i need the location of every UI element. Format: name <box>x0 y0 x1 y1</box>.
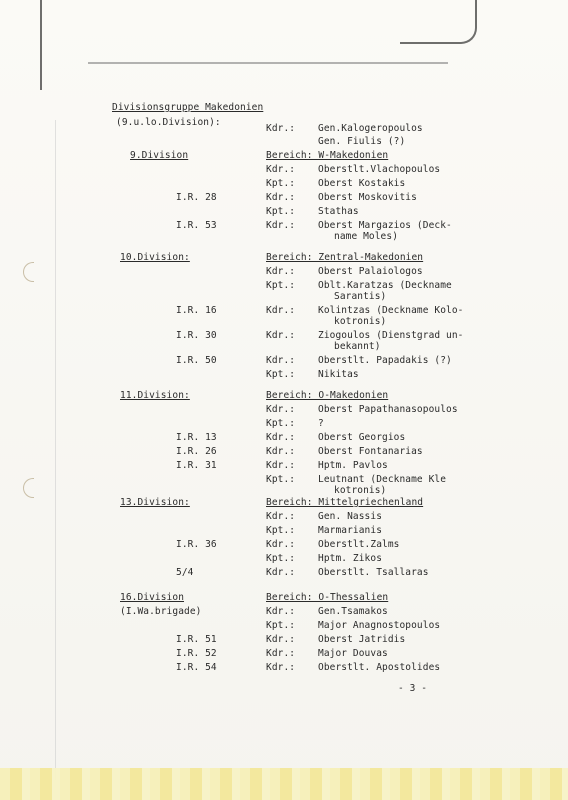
role-label: Kpt.: <box>266 620 296 631</box>
commander-name: Oberstlt. Tsallaras <box>318 567 429 578</box>
regiment-label: I.R. 28 <box>176 192 217 203</box>
role-label: Kdr.: <box>266 539 296 550</box>
division-region: Bereich: O-Makedonien <box>266 390 389 401</box>
role-label: Kdr.: <box>266 446 296 457</box>
role-label: Kdr.: <box>266 123 296 134</box>
commander-name: Ziogoulos (Dienstgrad un- <box>318 330 464 341</box>
role-label: Kdr.: <box>266 432 296 443</box>
commander-name: Gen. Nassis <box>318 511 383 522</box>
regiment-label: I.R. 54 <box>176 662 217 673</box>
commander-name: Leutnant (Deckname Kle <box>318 474 447 485</box>
page-number: - 3 - <box>398 683 428 694</box>
division-region: Bereich: O-Thessalien <box>266 592 389 603</box>
role-label: Kdr.: <box>266 606 296 617</box>
role-label: Kpt.: <box>266 474 296 485</box>
commander-name: Gen.Kalogeropoulos <box>318 123 423 134</box>
role-label: Kdr.: <box>266 567 296 578</box>
commander-name: Hptm. Pavlos <box>318 460 388 471</box>
commander-name-continued: bekannt) <box>334 341 381 352</box>
commander-name: Oberstlt.Vlachopoulos <box>318 164 441 175</box>
commander-name-continued: name Moles) <box>334 231 399 242</box>
role-label: Kpt.: <box>266 418 296 429</box>
role-label: Kpt.: <box>266 178 296 189</box>
regiment-label: I.R. 36 <box>176 539 217 550</box>
role-label: Kdr.: <box>266 648 296 659</box>
commander-name: Oberst Moskovitis <box>318 192 417 203</box>
division-name: 16.Division <box>120 592 185 603</box>
role-label: Kpt.: <box>266 369 296 380</box>
role-label: Kdr.: <box>266 355 296 366</box>
role-label: Kpt.: <box>266 553 296 564</box>
commander-name: Oberst Georgios <box>318 432 406 443</box>
commander-name: Marmarianis <box>318 525 383 536</box>
role-label: Kdr.: <box>266 404 296 415</box>
role-label: Kdr.: <box>266 192 296 203</box>
commander-name: Oberst Kostakis <box>318 178 406 189</box>
commander-name: Oberst Margazios (Deck- <box>318 220 452 231</box>
role-label: Kpt.: <box>266 280 296 291</box>
regiment-label: 5/4 <box>176 567 194 578</box>
commander-name-continued: Sarantis) <box>334 291 387 302</box>
role-label: Kdr.: <box>266 164 296 175</box>
division-region: Bereich: Mittelgriechenland <box>266 497 424 508</box>
commander-name: Oberstlt.Zalms <box>318 539 400 550</box>
division-name: 10.Division: <box>120 252 190 263</box>
division-name: 13.Division: <box>120 497 190 508</box>
regiment-label: I.R. 52 <box>176 648 217 659</box>
commander-name: Major Douvas <box>318 648 388 659</box>
scan-mark <box>40 0 60 90</box>
page-fold <box>55 120 56 780</box>
scan-strip <box>0 768 568 800</box>
role-label: Kdr.: <box>266 511 296 522</box>
commander-name: Gen.Tsamakos <box>318 606 388 617</box>
commander-name: Oberstlt. Apostolides <box>318 662 441 673</box>
role-label: Kdr.: <box>266 634 296 645</box>
commander-name: Oberst Papathanasopoulos <box>318 404 458 415</box>
commander-name: Kolintzas (Deckname Kolo- <box>318 305 464 316</box>
commander-name: Stathas <box>318 206 359 217</box>
role-label: Kpt.: <box>266 525 296 536</box>
punch-hole <box>23 478 34 498</box>
role-label: Kdr.: <box>266 662 296 673</box>
commander-name-continued: kotronis) <box>334 316 387 327</box>
division-name: 11.Division: <box>120 390 190 401</box>
role-label: Kpt.: <box>266 206 296 217</box>
division-region: Bereich: Zentral-Makedonien <box>266 252 424 263</box>
commander-name: Hptm. Zikos <box>318 553 383 564</box>
commander-name: Major Anagnostopoulos <box>318 620 441 631</box>
commander-name-continued: kotronis) <box>334 485 387 496</box>
commander-name: Gen. Fiulis (?) <box>318 136 406 147</box>
regiment-label: I.R. 31 <box>176 460 217 471</box>
commander-name: Oberstlt. Papadakis (?) <box>318 355 452 366</box>
document-subtitle: (9.u.lo.Division): <box>116 117 221 128</box>
punch-hole <box>23 262 34 282</box>
regiment-label: I.R. 26 <box>176 446 217 457</box>
division-name: 9.Division <box>130 150 189 161</box>
regiment-label: I.R. 13 <box>176 432 217 443</box>
division-subtitle: (I.Wa.brigade) <box>120 606 202 617</box>
regiment-label: I.R. 16 <box>176 305 217 316</box>
commander-name: Nikitas <box>318 369 359 380</box>
role-label: Kdr.: <box>266 266 296 277</box>
role-label: Kdr.: <box>266 460 296 471</box>
regiment-label: I.R. 30 <box>176 330 217 341</box>
regiment-label: I.R. 53 <box>176 220 217 231</box>
scan-line <box>88 62 448 64</box>
scan-mark <box>400 0 477 44</box>
regiment-label: I.R. 51 <box>176 634 217 645</box>
commander-name: Oberst Jatridis <box>318 634 406 645</box>
role-label: Kdr.: <box>266 330 296 341</box>
regiment-label: I.R. 50 <box>176 355 217 366</box>
role-label: Kdr.: <box>266 305 296 316</box>
document-title: Divisionsgruppe Makedonien <box>112 102 264 113</box>
commander-name: ? <box>318 418 324 429</box>
role-label: Kdr.: <box>266 220 296 231</box>
commander-name: Oberst Fontanarias <box>318 446 423 457</box>
division-region: Bereich: W-Makedonien <box>266 150 389 161</box>
commander-name: Oblt.Karatzas (Deckname <box>318 280 452 291</box>
commander-name: Oberst Palaiologos <box>318 266 423 277</box>
